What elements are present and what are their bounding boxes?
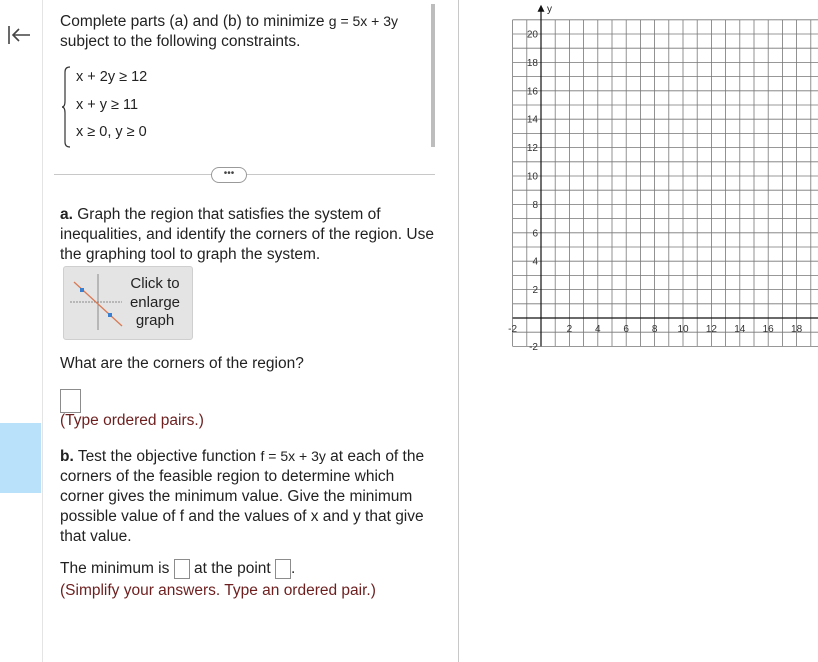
objective-g: g = 5x + 3y bbox=[328, 13, 399, 29]
constraint-system bbox=[62, 66, 212, 148]
y-tick-label: 6 bbox=[532, 228, 538, 240]
part-b-text bbox=[60, 446, 432, 547]
minimum-line bbox=[60, 559, 295, 579]
y-tick-label: 10 bbox=[526, 171, 538, 183]
more-button[interactable]: ••• bbox=[211, 167, 247, 183]
constraint-1: x + 2y ≥ 12 bbox=[76, 69, 148, 85]
y-tick-label: 16 bbox=[526, 86, 538, 98]
x-tick-label: 10 bbox=[677, 324, 689, 335]
x-tick-label: 8 bbox=[651, 324, 658, 335]
x-tick-label: 2 bbox=[566, 324, 573, 335]
scrollbar[interactable] bbox=[431, 4, 435, 147]
intro-prefix: Complete parts (a) and (b) to minimize bbox=[60, 13, 329, 30]
y-tick-label: 20 bbox=[526, 29, 538, 41]
period: . bbox=[291, 560, 296, 578]
enlarge-line-2: enlarge bbox=[129, 293, 181, 311]
part-b-prefix: Test the objective function bbox=[77, 448, 261, 465]
y-tick-label: -2 bbox=[529, 341, 538, 353]
part-b-suffix: at each of the corners of the feasible region to determine which corner gives the minimum value. Give the minimum possible value of f and the values of x and y that give that value. bbox=[60, 448, 425, 545]
constraint-3: x ≥ 0, y ≥ 0 bbox=[76, 124, 147, 140]
y-tick-label: 18 bbox=[526, 57, 538, 69]
corners-question: What are the corners of the region? bbox=[60, 355, 304, 372]
question-tab-highlight[interactable] bbox=[0, 423, 41, 493]
minimum-prefix: The minimum is bbox=[60, 560, 170, 578]
collapse-left-icon[interactable] bbox=[4, 22, 34, 48]
constraint-2: x + y ≥ 11 bbox=[76, 97, 139, 113]
at-point-text: at the point bbox=[194, 560, 271, 578]
y-tick-label: 8 bbox=[532, 199, 538, 211]
y-tick-label: 4 bbox=[532, 256, 538, 268]
y-tick-label: 14 bbox=[526, 114, 538, 126]
enlarge-label bbox=[126, 275, 184, 331]
final-hint: (Simplify your answers. Type an ordered pair.) bbox=[60, 582, 376, 599]
minimum-value-input[interactable] bbox=[174, 559, 190, 579]
left-rail bbox=[0, 0, 43, 662]
graph-area[interactable] bbox=[459, 0, 818, 662]
enlarge-line-1: Click to bbox=[130, 275, 180, 292]
corners-answer-input[interactable] bbox=[60, 389, 81, 413]
brace-icon bbox=[62, 66, 72, 148]
y-axis-arrow-icon bbox=[538, 5, 545, 12]
x-tick-label: 12 bbox=[705, 324, 717, 335]
point-input[interactable] bbox=[275, 559, 291, 579]
objective-f: f = 5x + 3y bbox=[260, 448, 326, 464]
enlarge-line-3: graph bbox=[135, 312, 175, 329]
y-axis-label: y bbox=[547, 3, 552, 15]
y-tick-label: 2 bbox=[532, 285, 538, 297]
part-a-text bbox=[60, 205, 440, 265]
enlarge-graph-button[interactable] bbox=[63, 266, 193, 340]
x-tick-label: 6 bbox=[623, 324, 629, 335]
corners-hint: (Type ordered pairs.) bbox=[60, 412, 204, 429]
y-tick-label: 12 bbox=[526, 143, 538, 155]
x-tick-label: 16 bbox=[762, 324, 774, 335]
question-intro bbox=[60, 11, 430, 52]
x-tick-label: -2 bbox=[508, 324, 518, 335]
x-tick-label: 14 bbox=[734, 324, 746, 335]
graph-thumbnail-icon bbox=[68, 272, 124, 332]
part-a-instructions: Graph the region that satisfies the system of inequalities, and identify the corners of the region. Use the graphing tool to graph the system. bbox=[60, 206, 434, 263]
x-tick-label: 18 bbox=[791, 324, 803, 335]
part-a-label: a. bbox=[60, 206, 73, 223]
x-tick-label: 4 bbox=[595, 324, 601, 335]
intro-suffix: subject to the following constraints. bbox=[60, 33, 301, 50]
part-b-label: b. bbox=[60, 448, 74, 465]
